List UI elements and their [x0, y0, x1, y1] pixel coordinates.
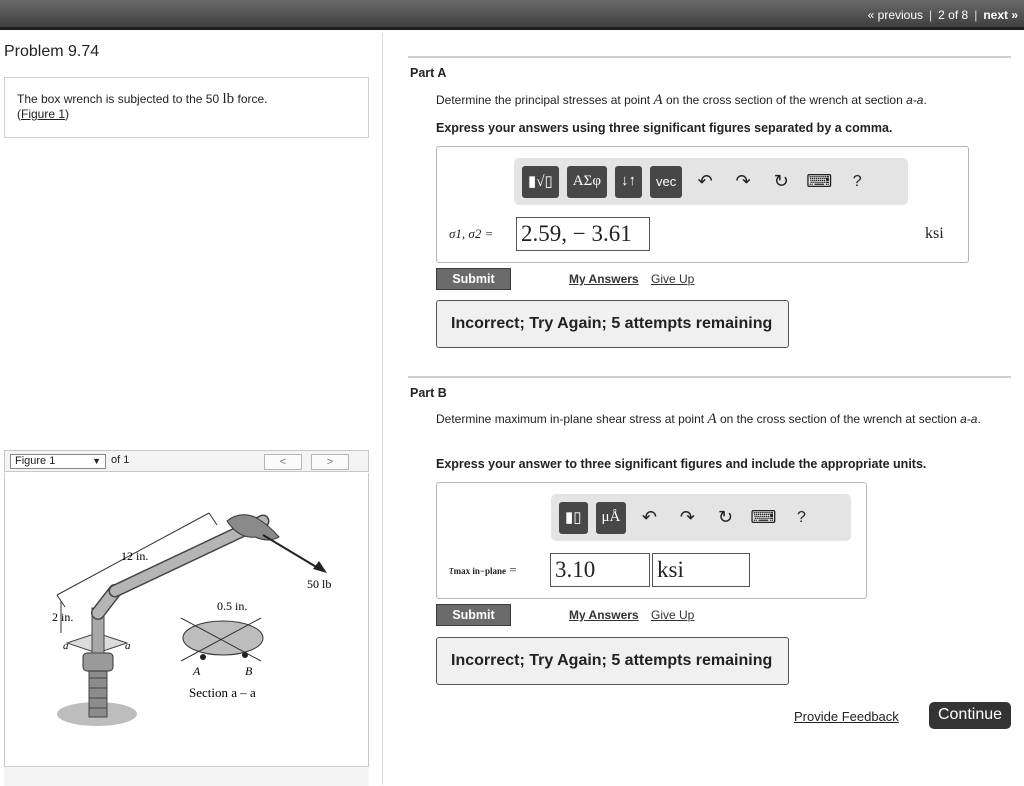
point-b-marker: [242, 652, 248, 658]
problem-counter: 2 of 8: [938, 8, 969, 22]
part-a-answer-input[interactable]: 2.59, − 3.61: [516, 217, 650, 251]
paren: (: [17, 107, 21, 121]
force-arrow: [263, 535, 323, 571]
section-symbol: a-a: [960, 412, 978, 426]
part-a-give-up-link[interactable]: Give Up: [651, 272, 695, 286]
problem-title: Problem 9.74: [4, 43, 100, 60]
part-b-feedback: Incorrect; Try Again; 5 attempts remaining: [436, 637, 789, 685]
subscript-superscript-button[interactable]: ↓↑: [615, 166, 642, 198]
point-a-marker: [200, 654, 206, 660]
part-a-unit: ksi: [925, 225, 944, 242]
redo-icon[interactable]: ↷: [679, 507, 695, 527]
part-a-my-answers-link[interactable]: My Answers: [569, 272, 639, 286]
label-subscript: max in−plane: [453, 566, 507, 576]
part-b-submit-button[interactable]: Submit: [436, 604, 511, 626]
part-b-give-up-link[interactable]: Give Up: [651, 608, 695, 622]
divider: [408, 376, 1011, 378]
part-b-answer-label: [449, 562, 517, 578]
chevron-down-icon: ▼: [92, 456, 101, 466]
equals-sign: =: [509, 562, 517, 577]
part-a-submit-button[interactable]: Submit: [436, 268, 511, 290]
figure-select-value: Figure 1: [15, 455, 56, 467]
part-a-answer-label: σ1, σ2 =: [449, 226, 494, 241]
figure-select[interactable]: [10, 454, 106, 469]
keyboard-icon[interactable]: ⌨: [750, 507, 777, 527]
bolt-shape: [89, 665, 107, 717]
divider: [408, 56, 1011, 58]
part-a-title: Part A: [410, 66, 447, 80]
units-button[interactable]: μÅ: [596, 502, 627, 534]
force-unit: lb: [222, 91, 235, 107]
top-navigation-bar: [0, 0, 1024, 30]
section-a-left: a: [63, 640, 69, 652]
point-a-label: A: [193, 664, 201, 678]
question-text: on the cross section of the wrench at section: [665, 93, 903, 107]
part-b-instruction: Express your answer to three significant figures and include the appropriate units.: [436, 457, 927, 471]
part-b-question: [436, 412, 996, 427]
question-text: Determine maximum in-plane shear stress at point: [436, 412, 705, 426]
vector-button[interactable]: vec: [650, 166, 682, 198]
length-label: 12 in.: [121, 549, 149, 563]
part-b-title: Part B: [410, 386, 447, 400]
keyboard-icon[interactable]: ⌨: [806, 171, 833, 191]
nav-separator: |: [929, 8, 933, 22]
section-symbol: a-a: [906, 93, 924, 107]
part-a-math-toolbar: [514, 158, 908, 205]
part-a-answer-box: [436, 146, 969, 263]
point-b-label: B: [245, 664, 253, 678]
help-icon[interactable]: ?: [852, 172, 862, 190]
question-text: Determine the principal stresses at point: [436, 93, 651, 107]
undo-icon[interactable]: ↶: [697, 171, 713, 191]
force-label: 50 lb: [307, 577, 332, 591]
continue-button[interactable]: Continue: [929, 702, 1011, 729]
undo-icon[interactable]: ↶: [641, 507, 657, 527]
problem-panel: [0, 33, 383, 785]
part-a-instruction: Express your answers using three significant figures separated by a comma.: [436, 121, 893, 135]
previous-link[interactable]: « previous: [867, 8, 924, 22]
figure-prev-button[interactable]: <: [264, 454, 302, 470]
part-b-value-input[interactable]: 3.10: [550, 553, 650, 587]
reset-icon[interactable]: ↻: [773, 171, 789, 191]
figure-next-button[interactable]: >: [311, 454, 349, 470]
part-b-unit-input[interactable]: ksi: [652, 553, 750, 587]
problem-text: The box wrench is subjected to the 50: [17, 92, 220, 106]
section-a-right: a: [125, 640, 131, 652]
height-label: 2 in.: [52, 610, 74, 624]
diameter-label: 0.5 in.: [217, 599, 248, 613]
box-wrench-diagram: [5, 473, 370, 765]
figure-footer: [4, 766, 369, 786]
problem-text-end: force.: [237, 92, 268, 106]
point-symbol: A: [653, 92, 663, 108]
nav-separator: |: [974, 8, 978, 22]
part-b-answer-box: [436, 482, 867, 599]
template-button[interactable]: ▮▯: [559, 502, 588, 534]
provide-feedback-link[interactable]: Provide Feedback: [794, 709, 899, 724]
figure-count: of 1: [111, 454, 130, 466]
point-symbol: A: [707, 411, 717, 427]
part-b-math-toolbar: [551, 494, 851, 541]
redo-icon[interactable]: ↷: [735, 171, 751, 191]
tau-symbol: τ: [449, 562, 454, 577]
greek-symbols-button[interactable]: ΑΣφ: [567, 166, 607, 198]
question-text: .: [977, 412, 981, 426]
section-caption: Section a – a: [189, 685, 256, 700]
figure-image: [4, 473, 369, 785]
figure-link[interactable]: Figure 1: [21, 107, 66, 121]
answer-panel: [384, 33, 1024, 785]
problem-nav: [868, 8, 1018, 22]
part-a-question: [436, 93, 1006, 108]
paren: ): [65, 107, 70, 121]
problem-statement: [4, 77, 369, 138]
socket-shape: [83, 653, 113, 671]
part-b-my-answers-link[interactable]: My Answers: [569, 608, 639, 622]
template-button[interactable]: ▮√▯: [522, 166, 559, 198]
next-link[interactable]: next »: [983, 8, 1018, 22]
reset-icon[interactable]: ↻: [717, 507, 733, 527]
part-a-feedback: Incorrect; Try Again; 5 attempts remaining: [436, 300, 789, 348]
figure-toolbar: [4, 450, 369, 472]
question-text: .: [923, 93, 927, 107]
help-icon[interactable]: ?: [796, 508, 806, 526]
question-text: on the cross section of the wrench at section: [719, 412, 957, 426]
